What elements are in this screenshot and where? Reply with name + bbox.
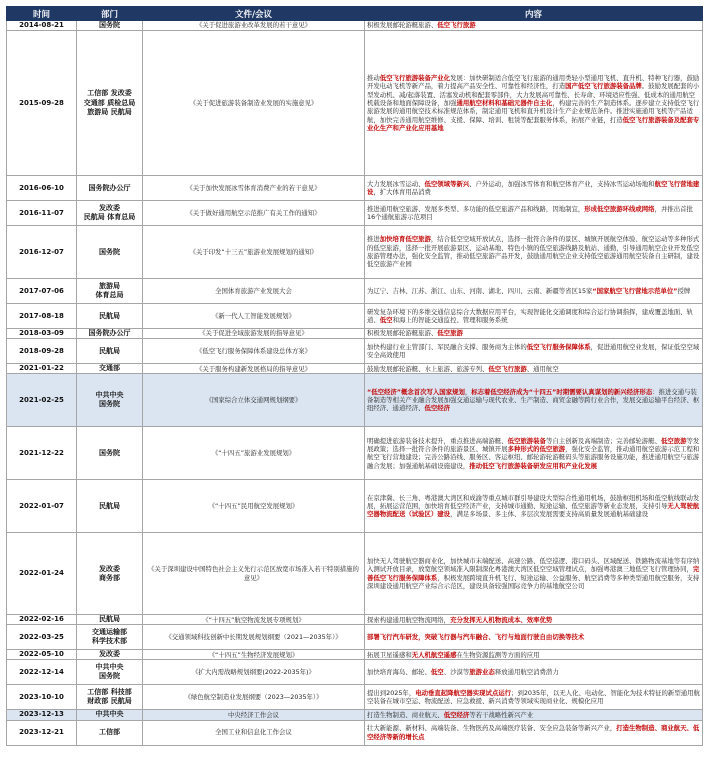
department-line: 发改委	[99, 650, 120, 659]
row-content	[365, 201, 703, 226]
content-text: 鼓励发展邮轮游艇、水上旅游、旅游专列、	[367, 364, 489, 373]
row-department	[77, 279, 143, 304]
row-date: 2021-12-22	[7, 427, 77, 480]
row-department	[77, 533, 143, 615]
content-text: 和海上的智能交通监控、管理和服务系统	[392, 316, 508, 325]
table-row	[7, 339, 703, 364]
content-text: 在生物资源监测等方面的应用	[456, 650, 540, 659]
row-document: 《关于促进全域旅游发展的指导意见》	[143, 329, 365, 339]
highlight-text: 电动垂直起降航空器实现试点运行	[415, 689, 512, 698]
row-content	[365, 685, 703, 710]
row-date: 2021-01-22	[7, 364, 77, 374]
department-line: 民航局	[99, 615, 120, 624]
row-date: 2016-11-07	[7, 201, 77, 226]
row-document: 中央经济工作会议	[143, 710, 365, 720]
table-row	[7, 650, 703, 660]
content-text: 、沙漠等	[443, 668, 470, 677]
row-document: 《关于做好通用航空示范推广有关工作的通知》	[143, 201, 365, 226]
table-row	[7, 480, 703, 533]
header-department: 部门	[77, 7, 143, 21]
row-department	[77, 720, 143, 745]
row-department	[77, 650, 143, 660]
content-text: 。鼓励发展配套的小型发动机、减/起落装置、活塞发动机和配套零部件，大力发展高可靠性、长寿命、环境适应性强、低成本的通用航空机载设备和地面保障设备，加强	[367, 82, 700, 107]
content-text: 研发复杂环境下的多维交通信息综合大数据应用平台，实现智能化交通调度和综合运行协调指挥，建成覆盖地面、轨道、	[367, 307, 693, 325]
row-document: 《“十四五”航空物流发展专项规划》	[143, 615, 365, 625]
department-line: 发改委	[99, 204, 120, 212]
row-date: 2022-05-10	[7, 650, 77, 660]
table-header-row	[7, 7, 703, 21]
highlight-text: 打造生物制造、商业航天、低空经济等新的增长点	[367, 724, 700, 741]
content-text: ，并推出首批16个通航旅游示范项目	[367, 204, 693, 222]
highlight-text: 低空旅游	[437, 329, 463, 338]
row-date: 2022-12-14	[7, 660, 77, 685]
highlight-text: 无人驾驶航空器物流配送（试验区）建设	[367, 502, 700, 519]
table-row	[7, 201, 703, 226]
row-document: 《扩大内需战略规划纲要(2022-2035年)》	[143, 660, 365, 685]
content-text: 在京津冀、长三角、粤港澳大湾区和成渝等重点城市群引导建设大型综合性通用机场，鼓励枢纽机场和低空航线联动发展，拓展运营范围，加快培育低空经济产业，支持城市通勤、短途运输、低空旅游等新业态发展，支持引导	[367, 493, 700, 511]
highlight-text: 充分发挥无人机物流成本、效率优势	[450, 615, 553, 624]
highlight-text: 低空经济	[443, 710, 470, 719]
table-row	[7, 710, 703, 720]
row-document: 《关于促进旅游业改革发展的若干意见》	[143, 21, 365, 31]
row-content	[365, 720, 703, 745]
row-department	[77, 660, 143, 685]
content-text: 为辽宁、吉林、江苏、浙江、山东、河南、湖北、四川、云南、新疆等省区15家	[367, 286, 593, 295]
content-text: ，结合低空空域开放试点，选择一批符合条件的景区、城镇开展航空体验、航空运动等多种形式的低空旅游，选择一批开展旅游景区、运动基地、特色小镇的低空旅游线路及航站、通勤，引导通用航空企业开发低空旅游管理办法，强化安全监管，推动低空旅游产品开发，鼓励通用航空企业支持低空旅游通用航空装备自主研制，建设低空旅游产业园	[367, 235, 700, 269]
highlight-text: 低空飞行旅游装备及配套专业化生产和产业化应用基地	[367, 115, 700, 132]
row-content	[365, 226, 703, 279]
content-text: ，满足多场景、多主体、多层次发展需要支持高质量发展通航基础建设	[450, 510, 649, 519]
highlight-text: 低空飞行旅游装备产业化	[379, 73, 451, 82]
row-date: 2021-02-25	[7, 374, 77, 427]
row-date: 2018-03-09	[7, 329, 77, 339]
department-line: 民航局 体育总局	[83, 213, 136, 222]
department-line: 中共中央	[95, 663, 124, 672]
table-row	[7, 364, 703, 374]
department-line: 国务院	[99, 400, 120, 409]
row-department	[77, 304, 143, 329]
row-content	[365, 364, 703, 374]
row-content	[365, 374, 703, 427]
row-department	[77, 31, 143, 176]
content-text: 积极发展邮轮游艇旅游、	[367, 329, 438, 338]
department-line: 交通运输部	[92, 628, 127, 637]
row-date: 2015-09-28	[7, 31, 77, 176]
highlight-text: 完善低空飞行服务保障体系	[367, 565, 700, 582]
department-line: 民航局	[99, 501, 120, 510]
row-content	[365, 304, 703, 329]
table-row	[7, 226, 703, 279]
content-text: ，积极发展跨境直升机飞行、短途运输、公益服务、航空消费等多种类型通用航空服务，支持深圳建设通用航空产业综合示范区，建设具备较强国际竞争力的基地航空公司	[367, 573, 700, 591]
highlight-text: 低空经济	[424, 404, 451, 413]
row-department	[77, 364, 143, 374]
content-text: 探索构建通用航空物流网络，	[367, 615, 451, 624]
highlight-text: 低空	[430, 668, 444, 677]
table-row	[7, 720, 703, 745]
row-content	[365, 176, 703, 201]
row-document: 《低空飞行服务保障体系建设总体方案》	[143, 339, 365, 364]
row-content	[365, 710, 703, 720]
header-content: 内容	[365, 7, 703, 21]
content-text: 推动	[367, 73, 380, 82]
row-date: 2023-12-13	[7, 710, 77, 720]
department-line: 中共中央	[95, 391, 124, 400]
row-document: 全国工业和信息化工作会议	[143, 720, 365, 745]
highlight-text: 加快培育低空旅游	[379, 235, 431, 244]
content-text: ，促进通用航空业发展，保证低空空域安全高效使用	[367, 342, 700, 360]
department-line: 财政部 民航局	[87, 697, 132, 706]
content-text: ，	[464, 387, 472, 396]
row-content	[365, 31, 703, 176]
department-line: 工信部 科技部	[87, 688, 132, 697]
highlight-text: “低空经济”概念首次写入国家规划	[367, 387, 465, 396]
content-text: ：推进交通与装备制造等相关产业融合发展加强交通运输与现代农业、生产制造、商贸金融等跨行业合作，发展交通运输平台经济、枢纽经济、通道经济、	[367, 387, 700, 413]
row-date: 2014-08-21	[7, 21, 77, 31]
row-content	[365, 533, 703, 615]
header-date: 时间	[7, 7, 77, 21]
row-content	[365, 21, 703, 31]
department-line: 工信部 发改委	[87, 89, 132, 98]
department-line: 国务院	[99, 672, 120, 681]
content-text: 、户外运动，加强冰雪体育和航空体育产业，支持冰雪运动场地和	[469, 179, 655, 188]
content-text: 释放通用航空消费潜力	[494, 668, 559, 677]
table-row	[7, 685, 703, 710]
highlight-text: 标志着低空经济成为“十四五”时期需要认真谋划的新兴经济形态	[471, 387, 653, 396]
content-text: 积极发展邮轮游艇旅游、	[367, 21, 438, 30]
row-document: 《关于加快发展冰雪体育消费产业的若干意见》	[143, 176, 365, 201]
row-department	[77, 226, 143, 279]
department-line: 国务院办公厅	[88, 183, 131, 192]
content-text: 加快构建行业主管部门、军民融合支撑、服务商为主体的	[367, 342, 527, 351]
department-line: 国务院	[99, 21, 120, 29]
highlight-text: 形成低空旅游环线或网络	[584, 204, 655, 213]
department-line: 旅游局 民航局	[87, 107, 132, 116]
highlight-text: 低空飞行旅游	[437, 21, 476, 30]
highlight-text: 低空飞行旅游	[488, 364, 527, 373]
policy-table	[6, 6, 703, 746]
row-document: 《关于深圳建设中国特色社会主义先行示范区放宽市场准入若干特别措施的意见》	[143, 533, 365, 615]
content-text: 发展：加快研制适合低空飞行旅游的通用类轻小型通用飞机、直升机、特种飞行器，鼓励开发电动飞机等新产品，着力提高产品安全性、可靠性和经济性，打造	[367, 73, 700, 91]
row-date: 2022-01-24	[7, 533, 77, 615]
table-row	[7, 625, 703, 650]
department-line: 发改委	[99, 564, 120, 573]
highlight-text: 通用航空材料和基础元器件自主化	[456, 98, 553, 107]
row-content	[365, 339, 703, 364]
row-content	[365, 329, 703, 339]
table-body	[7, 21, 703, 746]
content-text: 等自主创新及高端制造；完善邮轮游艇、	[545, 436, 661, 445]
row-date: 2016-12-07	[7, 226, 77, 279]
content-text: 拓展卫星遥感和	[367, 650, 412, 659]
table-row	[7, 615, 703, 625]
row-document: 《“十四五”旅游业发展规划》	[143, 427, 365, 480]
content-text: 明确提进旅游装备技术提升，重点推进高端游艇、	[367, 436, 508, 445]
row-document: 《交通领域科技创新中长期发展规划纲要（2021—2035年）》	[143, 625, 365, 650]
content-text: 等若干战略性新兴产业	[469, 710, 534, 719]
content-text: ，构建完善的生产制造体系。逐步建立支持低空飞行旅游发展的通用航空技术标准规范体系，制定通用飞机和直升机设计生产企业规范条件。推进实施通用飞机等产品适航，加快完善通用航空维修、支援、保障、培训、租赁等配套服务体系，拓展产业链，打造	[367, 98, 700, 124]
table-row	[7, 31, 703, 176]
highlight-text: 低空	[379, 316, 393, 325]
row-content	[365, 615, 703, 625]
row-department	[77, 427, 143, 480]
row-department	[77, 329, 143, 339]
row-content	[365, 480, 703, 533]
department-line: 商务部	[99, 573, 120, 582]
row-document: 《新一代人工智能发展规划》	[143, 304, 365, 329]
row-content	[365, 427, 703, 480]
row-date: 2016-06-10	[7, 176, 77, 201]
row-date: 2017-08-18	[7, 304, 77, 329]
row-date: 2022-01-07	[7, 480, 77, 533]
row-document: 《“十四五”民用航空发展规划》	[143, 480, 365, 533]
department-line: 中共中央	[95, 710, 124, 719]
content-text: 推进通用航空旅游、发展多类型、多功能的低空旅游产品和线路，因地制宜，	[367, 204, 585, 213]
row-department	[77, 339, 143, 364]
content-text: ，强化安全监管，推动通用航空旅游示范工程和航空飞行营地建设；完善公路沿线、服务区、客运枢纽、邮轮游轮游艇码头等旅游服务设施功能，推进通用航空与旅游融合发展；加强通航基础设施建设，	[367, 444, 700, 470]
table-row	[7, 427, 703, 480]
row-date: 2022-03-25	[7, 625, 77, 650]
row-date: 2023-10-10	[7, 685, 77, 710]
highlight-text: 低空飞行服务保障体系	[526, 342, 591, 351]
row-department	[77, 615, 143, 625]
highlight-text: 部署飞行汽车研发，突破飞行器与汽车融合、飞行与地面行驶自由切换等技术	[367, 633, 585, 642]
highlight-text: 低空旅游装备	[507, 436, 546, 445]
table-row	[7, 329, 703, 339]
department-line: 体育总局	[95, 291, 124, 300]
row-department	[77, 685, 143, 710]
table-row	[7, 533, 703, 615]
content-text: 加快培育海岛、邮轮、	[367, 668, 431, 677]
highlight-text: 无人机航空遥感	[411, 650, 457, 659]
highlight-text: 航空飞行营地建设	[367, 179, 700, 197]
row-content	[365, 279, 703, 304]
row-document: 《“十四五”生物经济发展规划》	[143, 650, 365, 660]
header-document: 文件/会议	[143, 7, 365, 21]
content-text: 等发展政策；选择一批符合条件的旅游景区、城镇开展	[367, 436, 700, 453]
policy-table-container	[6, 6, 702, 746]
row-date: 2023-12-21	[7, 720, 77, 745]
row-document: 《绿色航空制造业发展纲要（2023—2035年）》	[143, 685, 365, 710]
highlight-text: 国产低空飞行旅游装备品牌	[565, 82, 642, 91]
highlight-text: 多种形式的低空旅游	[507, 444, 566, 453]
row-document: 《国家综合立体交通网规划纲要》	[143, 374, 365, 427]
department-line: 民航局	[99, 311, 120, 320]
table-row	[7, 374, 703, 427]
highlight-text: 低空旅游	[660, 436, 687, 445]
content-text: ；到2035年，以无人化、电动化、智能化为技术特征的新型通用航空装备在城市空运、物流配送、应急救援、新兴消费等领域实现商业化、规模化应用	[367, 689, 700, 706]
row-department	[77, 374, 143, 427]
content-text: 加快无人驾驶航空器商业化，加快城市末端配送、高速公路、低空巡逻、港口码头、区域配送、铁路物流基地等有序纳入测试开放目录，放宽航空领域准入限制深化粤港澳大湾区低空空域管理试点，加强粤港澳三地低空飞行管理协同，	[367, 557, 700, 574]
table-row	[7, 279, 703, 304]
content-text: 、通用航空	[526, 364, 559, 373]
highlight-text: 低空领域等新兴	[424, 179, 470, 188]
row-department	[77, 710, 143, 720]
row-content	[365, 625, 703, 650]
row-content	[365, 660, 703, 685]
department-line: 科学技术部	[92, 637, 127, 646]
department-line: 国务院	[99, 247, 120, 256]
content-text: 提出到2025年，	[367, 689, 416, 698]
row-date: 2017-07-06	[7, 279, 77, 304]
row-department	[77, 625, 143, 650]
content-text: 打造生物制造、商业航天、	[367, 710, 444, 719]
content-text: 授牌	[677, 286, 691, 295]
department-line: 民航局	[99, 346, 120, 355]
row-document: 《关于促进旅游装备制造业发展的实施意见》	[143, 31, 365, 176]
row-date: 2018-09-28	[7, 339, 77, 364]
table-row	[7, 176, 703, 201]
table-row	[7, 304, 703, 329]
department-line: 国务院	[99, 448, 120, 457]
table-row	[7, 21, 703, 31]
content-text: ，扩大体育用品消费	[373, 188, 431, 197]
content-text: 壮大新能源、新材料、高端装备、生物医药及高端医疗装备、安全应急装备等新兴产业，	[367, 724, 617, 733]
department-line: 旅游局	[99, 282, 120, 290]
department-line: 国务院办公厅	[88, 329, 131, 338]
row-department	[77, 176, 143, 201]
row-document: 《关于服务构建新发展格局的指导意见》	[143, 364, 365, 374]
row-department	[77, 21, 143, 31]
highlight-text: 推动低空飞行旅游装备研发应用和产业化发展	[469, 461, 598, 470]
content-text: 推进	[367, 235, 380, 244]
highlight-text: 旅游业态	[469, 668, 495, 677]
row-content	[365, 650, 703, 660]
table-row	[7, 660, 703, 685]
department-line: 工信部	[99, 728, 120, 737]
row-department	[77, 480, 143, 533]
row-document: 全国体育旅游产业发展大会	[143, 279, 365, 304]
row-document: 《关于印发“十三五”旅游业发展规划的通知》	[143, 226, 365, 279]
department-line: 交通部 质检总局	[83, 98, 136, 107]
highlight-text: “国家航空飞行营地示范单位”	[592, 286, 678, 295]
row-date: 2022-02-16	[7, 615, 77, 625]
row-department	[77, 201, 143, 226]
content-text: 大力发展冰雪运动、	[367, 179, 425, 188]
department-line: 交通部	[99, 364, 120, 373]
